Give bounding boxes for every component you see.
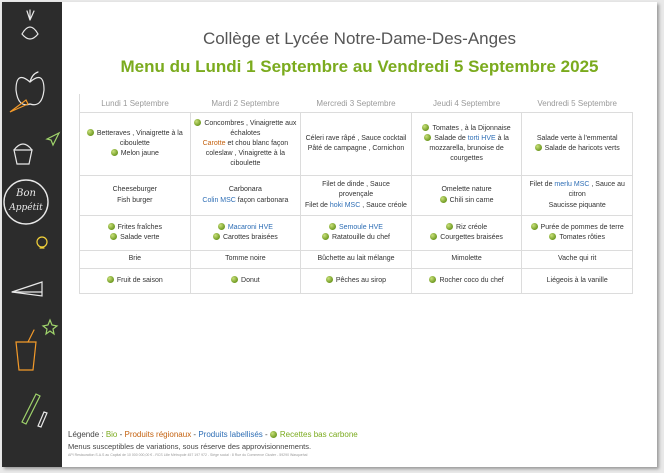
low-carbon-icon <box>194 119 201 126</box>
menu-cell <box>190 251 301 269</box>
dish-text: Tomates rôties <box>559 234 605 241</box>
menu-cell <box>80 216 191 251</box>
legend-low-carbon: Recettes bas carbone <box>279 430 358 439</box>
dish-text: et chou blanc façon coleslaw , Vinaigrette à la ciboulette <box>205 139 289 168</box>
legend-regional: Produits régionaux <box>124 430 192 439</box>
menu-cell <box>522 216 633 251</box>
dish-item <box>194 276 298 286</box>
dish-text: à la mozzarella, brunoise de courgettes <box>429 134 509 163</box>
dish-text: hoki MSC <box>329 201 361 209</box>
dish-item <box>194 185 298 195</box>
dish-item <box>525 223 629 233</box>
low-carbon-icon <box>549 233 556 240</box>
menu-cell <box>301 113 412 176</box>
legend-labelled: Produits labellisés <box>198 430 263 439</box>
dish-text: Carottes braisées <box>222 234 278 241</box>
dish-item <box>525 134 629 144</box>
dish-item <box>415 233 519 243</box>
low-carbon-icon <box>322 233 329 240</box>
dish-item <box>194 119 298 139</box>
dish-item <box>304 276 408 286</box>
low-carbon-icon <box>430 233 437 240</box>
menu-row <box>80 176 633 216</box>
low-carbon-icon <box>218 223 225 230</box>
menu-cell <box>190 113 301 176</box>
dish-text: Frites fraîches <box>117 223 162 231</box>
dish-text: Pâté de campagne , Cornichon <box>307 145 405 152</box>
low-carbon-icon <box>424 134 431 141</box>
dish-text: Omelette nature <box>441 186 492 194</box>
dish-item <box>194 223 298 233</box>
dish-item <box>304 233 408 243</box>
dish-item <box>304 223 408 233</box>
menu-cell <box>522 113 633 176</box>
dish-text: Fruit de saison <box>116 276 163 284</box>
availability-note: Menus susceptibles de variations, sous réserve des approvisionnements. <box>68 442 312 451</box>
dish-item <box>415 276 519 286</box>
dish-text: Concombres , Vinaigrette aux échalotes <box>204 119 297 137</box>
dish-item <box>194 196 298 206</box>
dish-text: Salade verte <box>120 234 160 241</box>
menu-cell <box>301 176 412 216</box>
menu-cell <box>411 251 522 269</box>
dish-text: Semoule HVE <box>339 223 383 231</box>
menu-cell <box>301 216 412 251</box>
low-carbon-icon <box>535 144 542 151</box>
carrot-icon <box>10 100 28 112</box>
dish-item <box>304 254 408 264</box>
dish-text: Carotte <box>202 139 226 147</box>
dish-text: Colin MSC <box>202 196 236 204</box>
menu-cell <box>301 269 412 294</box>
beet-icon <box>22 10 38 39</box>
school-name: Collège et Lycée Notre-Dame-Des-Anges <box>202 29 517 48</box>
menu-cell <box>80 269 191 294</box>
dish-item <box>83 223 187 233</box>
low-carbon-icon <box>329 223 336 230</box>
badge-line-1: Bon <box>16 188 36 199</box>
menu-cell <box>190 269 301 294</box>
dish-item <box>525 276 629 286</box>
legend-bio: Bio <box>105 430 118 439</box>
dish-item <box>525 201 629 211</box>
low-carbon-icon <box>446 223 453 230</box>
dish-text: Filet de dinde , Sauce provençale <box>322 181 390 199</box>
dish-item <box>83 129 187 149</box>
dish-text: Melon jaune <box>120 150 159 158</box>
low-carbon-icon <box>213 233 220 240</box>
dish-text: Tomates , à la Dijonnaise <box>432 124 511 132</box>
apple-icon <box>16 72 44 105</box>
day-header: Lundi 1 Septembre <box>80 94 191 113</box>
dish-item <box>525 144 629 154</box>
cupcake-icon <box>14 144 32 164</box>
dish-text: , Sauce au citron <box>568 181 625 199</box>
dish-item <box>415 254 519 264</box>
bon-appetit-badge <box>4 180 48 224</box>
dish-item <box>304 134 408 144</box>
menu-row <box>80 216 633 251</box>
dish-item <box>415 223 519 233</box>
menu-cell <box>411 269 522 294</box>
dish-item <box>415 196 519 206</box>
low-carbon-icon <box>231 276 238 283</box>
day-header: Jeudi 4 Septembre <box>411 94 522 113</box>
menu-row <box>80 251 633 269</box>
low-carbon-icon <box>422 124 429 131</box>
chalk-star-icon <box>43 320 57 334</box>
dish-text: Salade de haricots verts <box>544 145 620 152</box>
low-carbon-icon <box>111 149 118 156</box>
dish-text: Macaroni HVE <box>227 223 273 231</box>
legend <box>68 430 358 439</box>
low-carbon-icon <box>108 223 115 230</box>
dish-item <box>304 180 408 200</box>
legend-separator: - <box>262 430 270 439</box>
dish-item <box>83 196 187 206</box>
dish-text: Chili sin carne <box>449 196 494 204</box>
menu-cell <box>190 176 301 216</box>
menu-cell <box>80 176 191 216</box>
dish-item <box>194 233 298 243</box>
menu-cell <box>411 176 522 216</box>
pie-slice-icon <box>12 282 42 296</box>
dish-item <box>525 180 629 200</box>
dish-text: Bûchette au lait mélange <box>317 255 395 263</box>
menu-row <box>80 269 633 294</box>
low-carbon-icon <box>107 276 114 283</box>
dish-item <box>525 254 629 264</box>
dish-item <box>304 201 408 211</box>
menu-week-title: Menu du Lundi 1 Septembre au Vendredi 5 Septembre 2025 <box>120 57 599 76</box>
low-carbon-icon <box>440 196 447 203</box>
dish-text: Rocher coco du chef <box>439 276 504 284</box>
low-carbon-icon <box>87 129 94 136</box>
dish-text: Liégeois à la vanille <box>546 276 608 284</box>
dish-text: Filet de <box>305 201 330 209</box>
dish-item <box>83 233 187 243</box>
menu-cell <box>522 269 633 294</box>
dish-text: Saucisse piquante <box>548 201 606 209</box>
legal-fine-print: API Restauration S.A.S au Capital de 10 000 000,00 € - RCS Lille Métropole 457 197 972 - Siège social : 8 Rue du Commerce Cluster - 59290 Wasquehal <box>68 453 308 457</box>
low-carbon-icon <box>270 431 277 438</box>
chalkboard-sidebar <box>2 2 62 467</box>
dish-text: façon carbonara <box>235 196 289 204</box>
menu-table <box>79 94 633 294</box>
menu-cell <box>522 251 633 269</box>
dish-text: Fish burger <box>117 196 153 204</box>
low-carbon-icon <box>531 223 538 230</box>
pencil-icon <box>22 394 40 424</box>
dish-item <box>83 149 187 159</box>
dish-text: Mimolette <box>451 255 482 263</box>
dish-text: Filet de <box>529 181 555 189</box>
menu-cell <box>301 251 412 269</box>
dish-text: Céleri rave râpé , Sauce cocktail <box>305 134 407 142</box>
chalk-icon <box>38 412 47 427</box>
dish-item <box>194 254 298 264</box>
dish-text: Carbonara <box>228 186 262 194</box>
dish-text: torti HVE <box>467 134 496 142</box>
dish-text: , Sauce créole <box>360 201 407 209</box>
low-carbon-icon <box>429 276 436 283</box>
dish-item <box>415 134 519 164</box>
dish-text: Betteraves , Vinaigrette à la ciboulette <box>96 129 183 147</box>
day-header: Vendredi 5 Septembre <box>522 94 633 113</box>
menu-sheet <box>2 2 657 467</box>
day-header: Mercredi 3 Septembre <box>301 94 412 113</box>
badge-line-2: Appétit <box>9 203 43 213</box>
legend-separator: - <box>191 430 199 439</box>
dish-item <box>525 233 629 243</box>
paper-plane-icon <box>47 133 59 145</box>
dish-text: Donut <box>241 276 260 284</box>
menu-cell <box>80 251 191 269</box>
menu-cell <box>411 113 522 176</box>
low-carbon-icon <box>110 233 117 240</box>
dish-text: Purée de pommes de terre <box>540 223 624 231</box>
menu-cell <box>522 176 633 216</box>
dish-item <box>194 139 298 169</box>
dish-item <box>415 124 519 134</box>
dish-text: Tomme noire <box>225 255 266 263</box>
dish-text: Riz créole <box>456 223 488 231</box>
dish-item <box>83 276 187 286</box>
day-header-row <box>80 94 633 113</box>
day-header: Mardi 2 Septembre <box>190 94 301 113</box>
dish-text: Cheeseburger <box>112 186 157 194</box>
dish-text: Courgettes braisées <box>440 234 503 241</box>
menu-cell <box>80 113 191 176</box>
dish-text: Ratatouille du chef <box>331 234 390 241</box>
dish-text: merlu MSC <box>554 181 590 189</box>
legend-prefix: Légende : <box>68 430 106 439</box>
lightbulb-icon <box>37 237 47 248</box>
dish-item <box>83 254 187 264</box>
menu-row <box>80 113 633 176</box>
low-carbon-icon <box>326 276 333 283</box>
dish-item <box>415 185 519 195</box>
legend-separator: - <box>117 430 125 439</box>
dish-text: Vache qui rit <box>557 255 597 263</box>
menu-cell <box>411 216 522 251</box>
menu-cell <box>190 216 301 251</box>
dish-text: Brie <box>128 255 142 263</box>
dish-text: Salade de <box>434 134 468 142</box>
dish-text: Pêches au sirop <box>335 276 387 284</box>
dish-item <box>83 185 187 195</box>
dish-text: Salade verte à l'emmental <box>536 134 618 142</box>
dish-item <box>304 144 408 154</box>
drink-icon <box>16 330 36 370</box>
